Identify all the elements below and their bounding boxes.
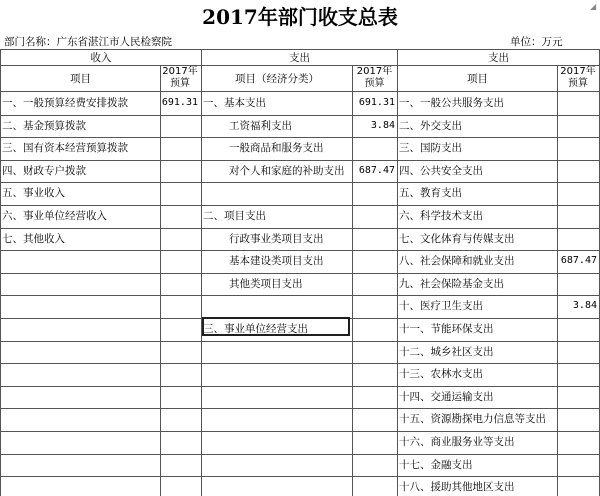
expense-func-value-cell: 687.47 <box>560 255 597 267</box>
expense-func-item-cell: 十一、节能环保支出 <box>399 323 494 335</box>
expense-func-item-cell: 六、科学技术支出 <box>399 210 483 222</box>
expense-func-item-cell: 五、教育支出 <box>399 187 462 200</box>
selected-cell <box>202 317 350 336</box>
econ-budget-header: 2017年预算 <box>356 66 393 89</box>
expense-func-item-cell: 十五、资源勘探电力信息等支出 <box>399 413 546 426</box>
expense-func-item-cell: 三、国防支出 <box>399 142 462 155</box>
income-item-cell: 二、基金预算拨款 <box>2 119 86 132</box>
expense-econ-item-cell: 二、项目支出 <box>203 210 266 222</box>
income-item-cell: 七、其他收入 <box>2 232 65 245</box>
expense-func-item-cell: 十八、援助其他地区支出 <box>399 481 515 494</box>
expense-econ-value-cell: 687.47 <box>358 164 395 176</box>
page-title: 2017年部门收支总表 <box>202 5 398 29</box>
expense-econ-item-cell: 三、事业单位经营支出 <box>203 323 308 335</box>
expense-econ-item-cell: 工资福利支出 <box>229 119 292 132</box>
expense-func-item-cell: 一、一般公共服务支出 <box>399 97 504 109</box>
func-item-header: 项目 <box>467 73 488 85</box>
income-item-header: 项目 <box>70 73 91 85</box>
expense-econ-group-header: 支出 <box>289 52 310 64</box>
expense-func-group-header: 支出 <box>488 52 509 64</box>
expense-econ-item-cell: 一、基本支出 <box>203 97 266 109</box>
func-budget-header: 2017年预算 <box>560 66 596 89</box>
expense-econ-value-cell: 691.31 <box>358 97 395 108</box>
income-item-cell: 一、一般预算经费安排拨款 <box>2 97 128 109</box>
corner-mark-icon: ◢ <box>590 2 597 11</box>
expense-func-item-cell: 十四、交通运输支出 <box>399 390 494 403</box>
expense-func-item-cell: 十六、商业服务业等支出 <box>399 436 515 448</box>
expense-func-item-cell: 八、社会保障和就业支出 <box>399 255 515 268</box>
income-item-cell: 六、事业单位经营收入 <box>2 210 107 222</box>
expense-econ-item-cell: 基本建设类项目支出 <box>229 255 324 268</box>
expense-func-item-cell: 十二、城乡社区支出 <box>399 345 494 358</box>
expense-func-item-cell: 九、社会保险基金支出 <box>399 277 504 290</box>
expense-func-value-cell: 3.84 <box>572 300 597 312</box>
expense-econ-item-cell: 对个人和家庭的补助支出 <box>229 164 345 177</box>
income-value-cell: 691.31 <box>161 97 198 108</box>
expense-econ-item-cell: 一般商品和服务支出 <box>229 142 324 155</box>
expense-func-item-cell: 十七、金融支出 <box>399 458 473 471</box>
income-group-header: 收入 <box>90 52 112 64</box>
income-item-cell: 四、财政专户拨款 <box>2 164 86 177</box>
expense-econ-item-cell: 行政事业类项目支出 <box>229 232 324 245</box>
expense-func-item-cell: 十三、农林水支出 <box>399 368 483 381</box>
expense-econ-item-cell: 其他类项目支出 <box>229 277 303 290</box>
expense-econ-value-cell: 3.84 <box>370 119 395 131</box>
income-item-cell: 三、国有资本经营预算拨款 <box>2 142 128 155</box>
econ-item-header: 项目（经济分类） <box>235 73 319 85</box>
expense-func-item-cell: 四、公共安全支出 <box>399 164 483 177</box>
expense-func-item-cell: 七、文化体育与传媒支出 <box>399 232 515 245</box>
expense-func-item-cell: 十、医疗卫生支出 <box>399 300 483 313</box>
income-budget-header: 2017年预算 <box>162 66 198 89</box>
expense-func-item-cell: 二、外交支出 <box>399 119 462 132</box>
income-item-cell: 五、事业收入 <box>2 187 65 200</box>
unit-label: 单位：万元 <box>510 36 563 48</box>
department-name: 部门名称：广东省湛江市人民检察院 <box>4 36 172 48</box>
